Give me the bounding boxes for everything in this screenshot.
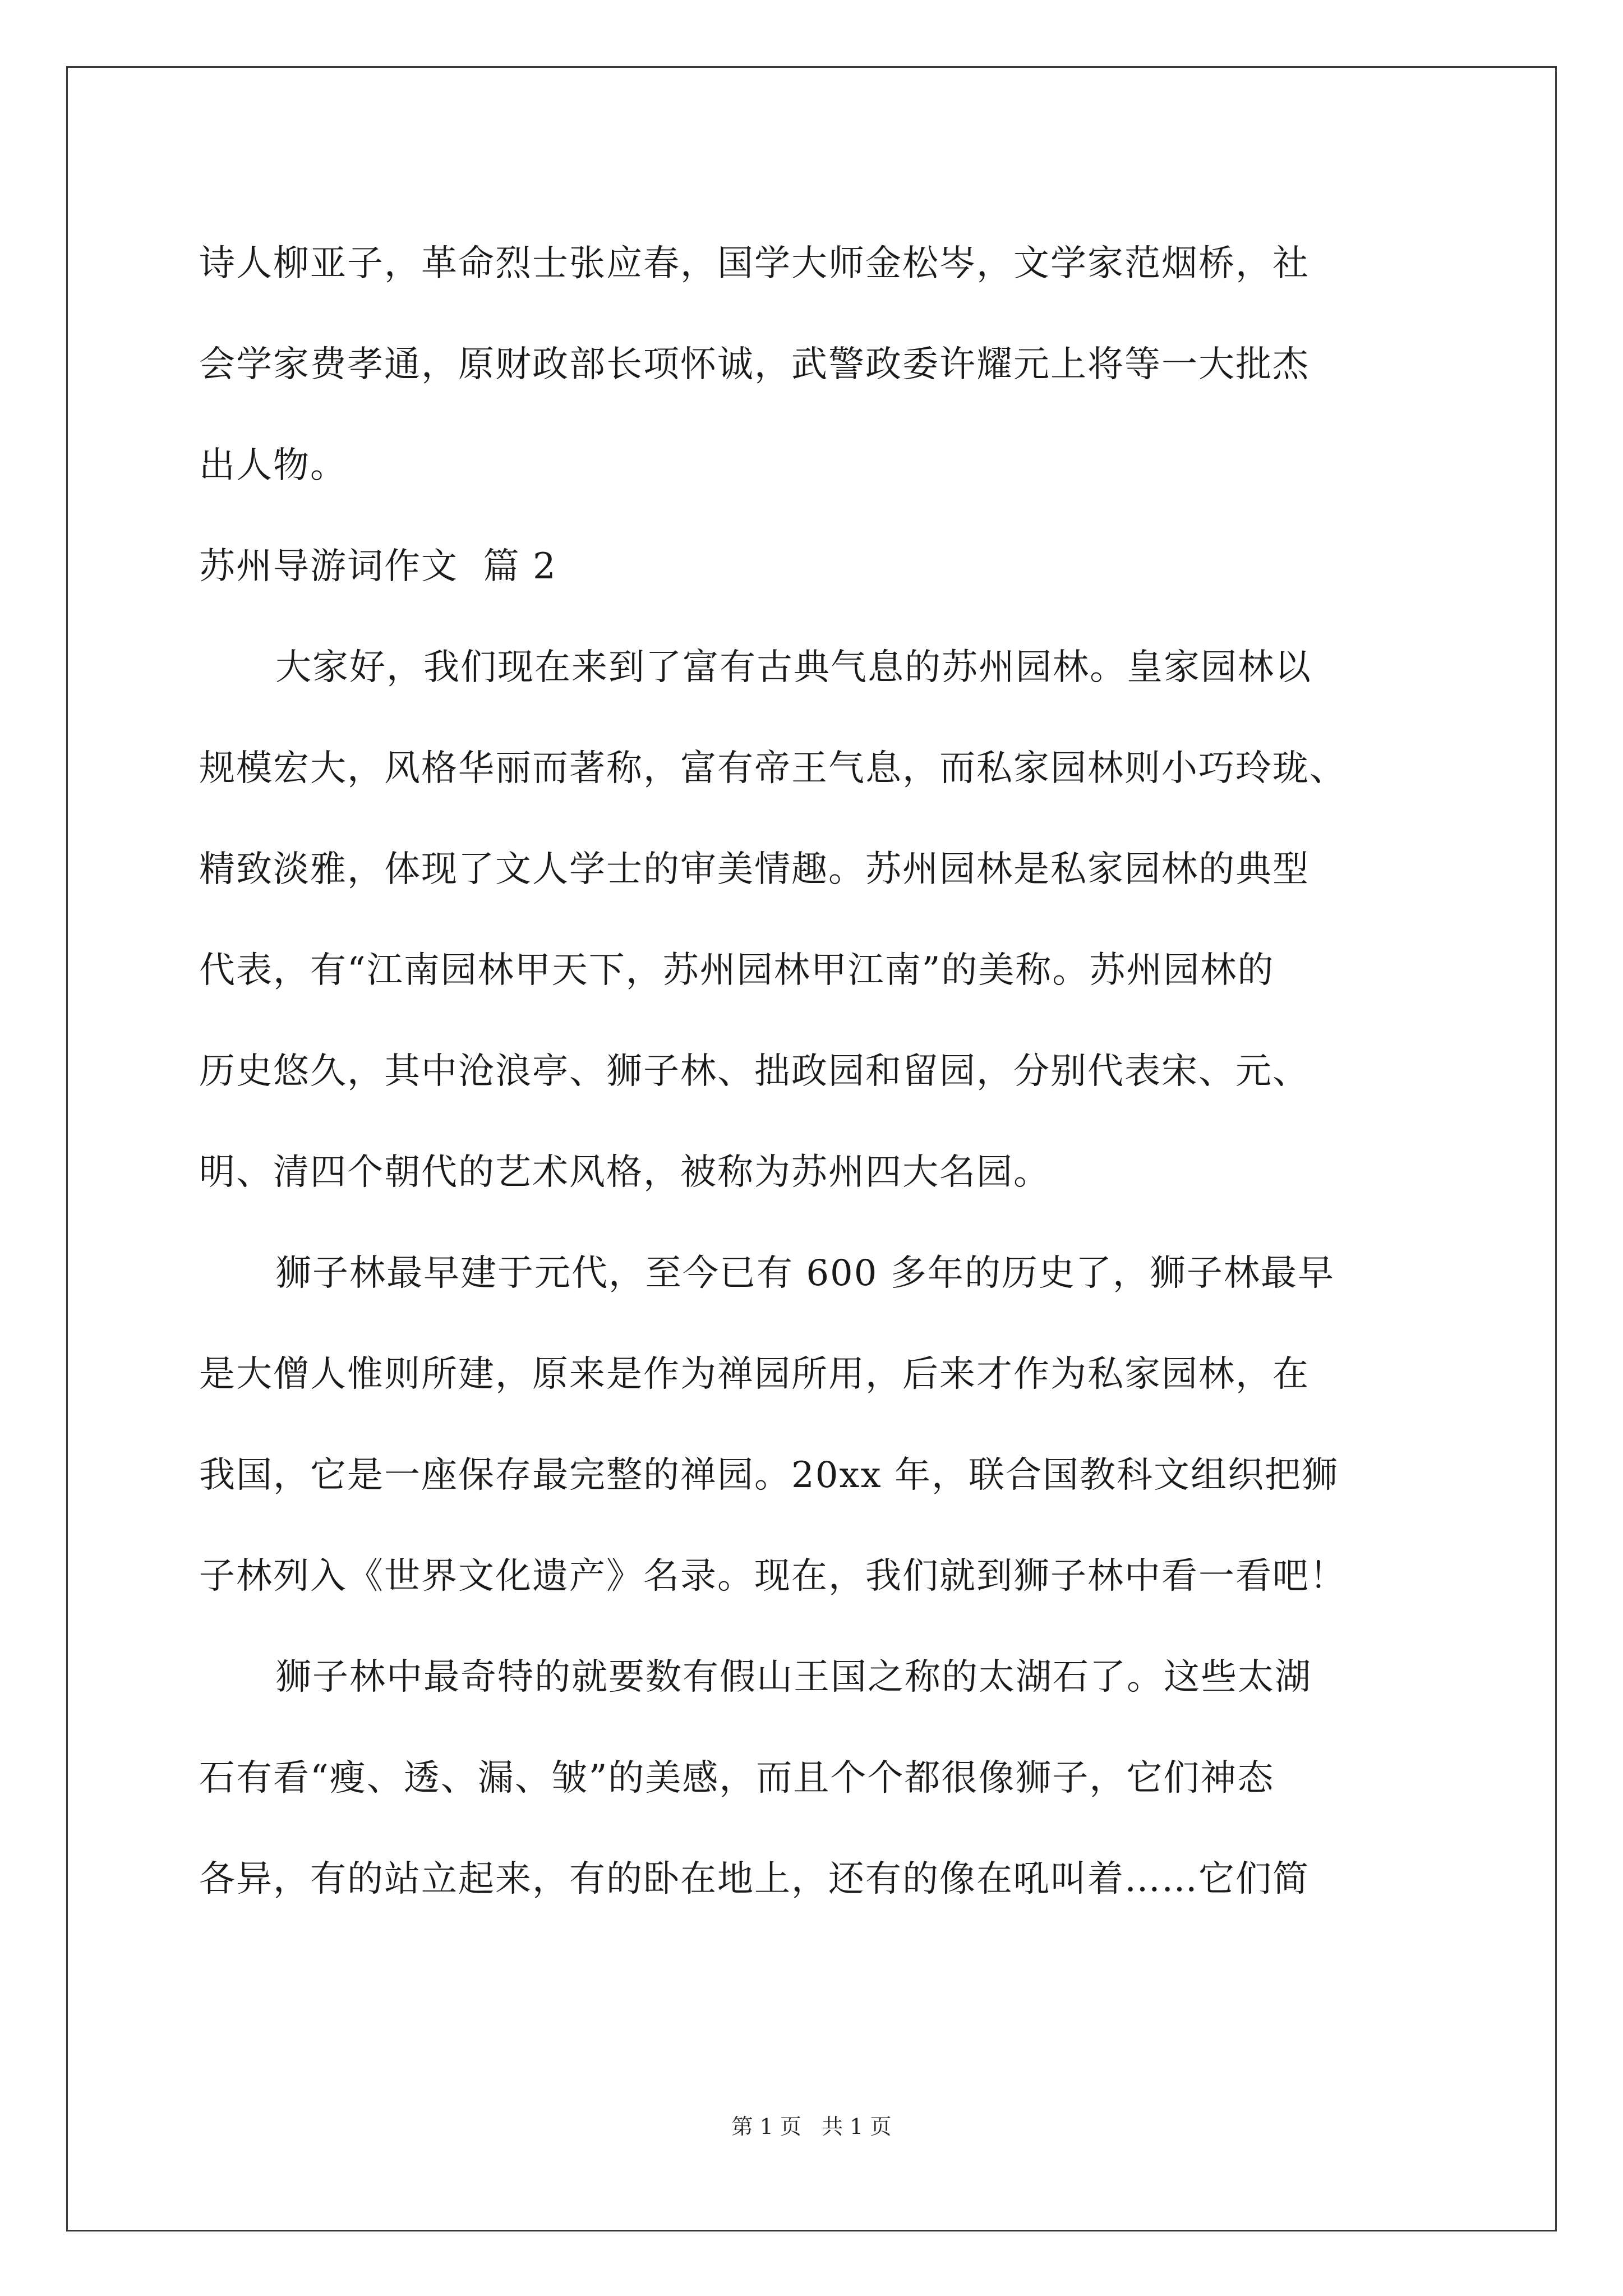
text-line: 我国，它是一座保存最完整的禅园。20xx 年，联合国教科文组织把狮 [199, 1455, 1339, 1496]
text-line: 大家好，我们现在来到了富有古典气息的苏州园林。皇家园林以 [275, 647, 1312, 688]
text-line: 是大僧人惟则所建，原来是作为禅园所用，后来才作为私家园林，在 [199, 1354, 1310, 1395]
text-line: 诗人柳亚子，革命烈士张应春，国学大师金松岑，文学家范烟桥，社 [199, 243, 1310, 284]
text-line: 狮子林最早建于元代，至今已有 600 多年的历史了，狮子林最早 [275, 1253, 1335, 1294]
text-line: 狮子林中最奇特的就要数有假山王国之称的太湖石了。这些太湖 [275, 1657, 1312, 1698]
paragraph-gardens-intro [199, 617, 1433, 1223]
paragraph-taihu-stones [199, 1627, 1433, 1930]
text-line: 石有看“瘦、透、漏、皱”的美感，而且个个都很像狮子，它们神态 [199, 1757, 1275, 1799]
heading-text: 苏州导游词作文 篇 2 [199, 546, 557, 587]
text-line: 历史悠久，其中沧浪亭、狮子林、拙政园和留园，分别代表宋、元、 [199, 1051, 1310, 1092]
text-line: 会学家费孝通，原财政部长项怀诚，武警政委许耀元上将等一大批杰 [199, 344, 1310, 385]
page-footer: 第 1 页 共 1 页 [731, 2114, 892, 2139]
text-line: 明、清四个朝代的艺术风格，被称为苏州四大名园。 [199, 1152, 1050, 1193]
text-line: 规模宏大，风格华丽而著称，富有帝王气息，而私家园林则小巧玲珑、 [199, 748, 1347, 789]
text-line: 代表，有“江南园林甲天下，苏州园林甲江南”的美称。苏州园林的 [199, 950, 1275, 991]
text-line: 精致淡雅，体现了文人学士的审美情趣。苏州园林是私家园林的典型 [199, 849, 1310, 890]
paragraph-lion-grove-history [199, 1223, 1433, 1627]
paragraph-intro-continuation [199, 213, 1433, 516]
text-line: 各异，有的站立起来，有的卧在地上，还有的像在吼叫着……它们简 [199, 1858, 1310, 1900]
document-body [199, 213, 1433, 1930]
text-line: 子林列入《世界文化遗产》名录。现在，我们就到狮子林中看一看吧！ [199, 1556, 1347, 1597]
section-heading [199, 516, 1433, 617]
text-line: 出人物。 [199, 445, 347, 486]
